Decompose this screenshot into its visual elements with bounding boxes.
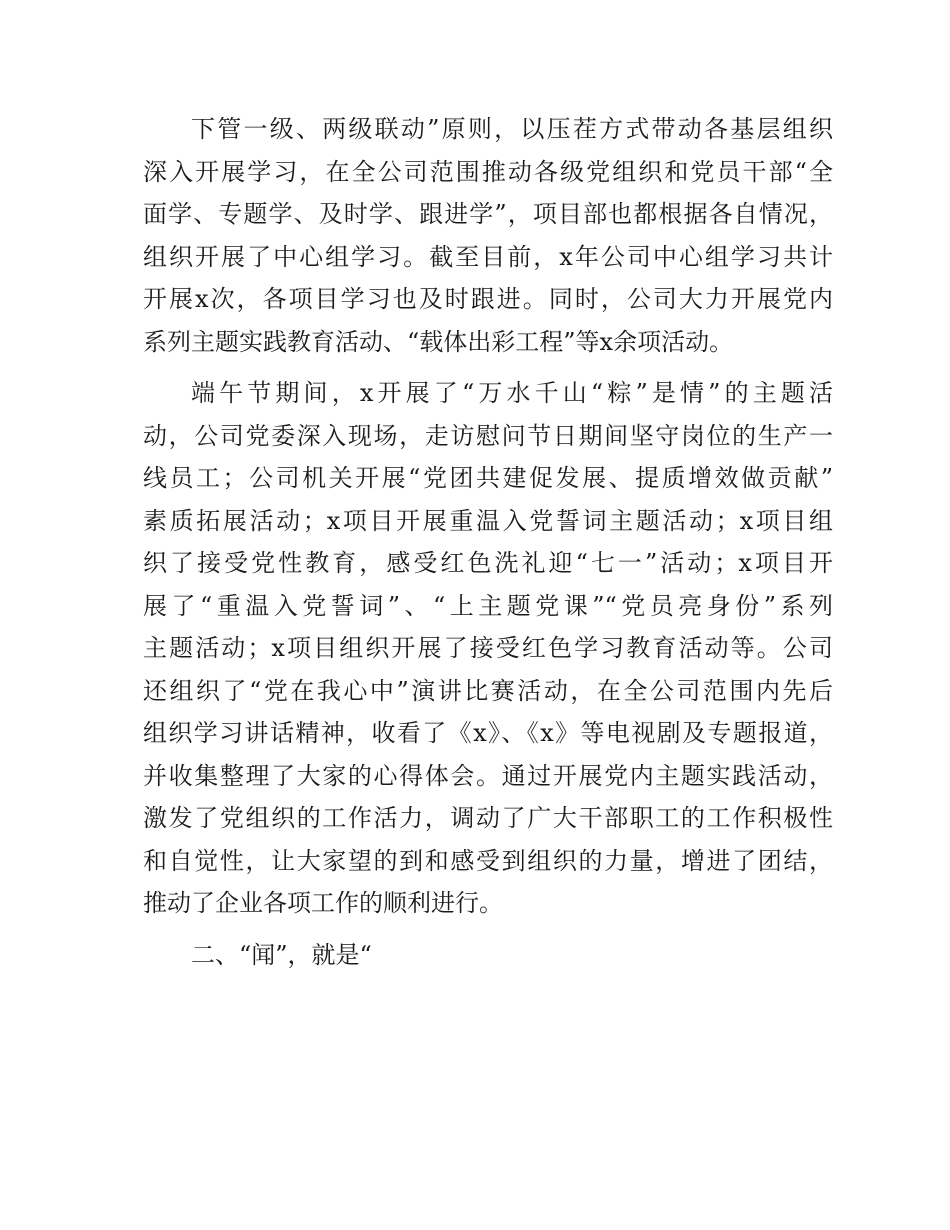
text-line: 线员工；公司机关开展“党团共建促发展、提质增效做贡献” (143, 464, 833, 492)
text-line: 下管一级、两级联动”原则，以压茬方式带动各基层组织 (191, 115, 833, 143)
text-line: 素质拓展活动；x项目开展重温入党誓词主题活动；x项目组 (143, 507, 833, 535)
text-line: 系列主题实践教育活动、“载体出彩工程”等x余项活动。 (143, 328, 734, 356)
text-line: 还组织了“党在我心中”演讲比赛活动，在全公司范围内先后 (143, 677, 833, 705)
text-line: 展了“重温入党誓词”、“上主题党课”“党员亮身份”系列 (143, 592, 833, 620)
text-line: 组织开展了中心组学习。截至目前，x年公司中心组学习共计 (143, 243, 833, 271)
text-line: 动，公司党委深入现场，走访慰问节日期间坚守岗位的生产一 (143, 422, 833, 450)
text-line: 主题活动；x项目组织开展了接受红色学习教育活动等。公司 (143, 634, 833, 662)
text-line: 激发了党组织的工作活力，调动了广大干部职工的工作积极性 (143, 804, 833, 832)
text-line: 织了接受党性教育，感受红色洗礼迎“七一”活动；x项目开 (143, 549, 833, 577)
text-line: 面学、专题学、及时学、跟进学”，项目部也都根据各自情况， (143, 200, 833, 228)
text-line: 深入开展学习，在全公司范围推动各级党组织和党员干部“全 (143, 158, 833, 186)
text-line: 并收集整理了大家的心得体会。通过开展党内主题实践活动， (143, 762, 833, 790)
text-line: 组织学习讲话精神，收看了《x》、《x》等电视剧及专题报道， (143, 719, 833, 747)
text-line: 端午节期间，x开展了“万水千山“粽”是情”的主题活 (191, 379, 833, 407)
section-heading-line: 二、“闻”，就是“ (191, 941, 372, 969)
text-line: 和自觉性，让大家望的到和感受到组织的力量，增进了团结， (143, 847, 833, 875)
text-line: 开展x次，各项目学习也及时跟进。同时，公司大力开展党内 (143, 285, 833, 313)
text-line: 推动了企业各项工作的顺利进行。 (143, 889, 503, 917)
